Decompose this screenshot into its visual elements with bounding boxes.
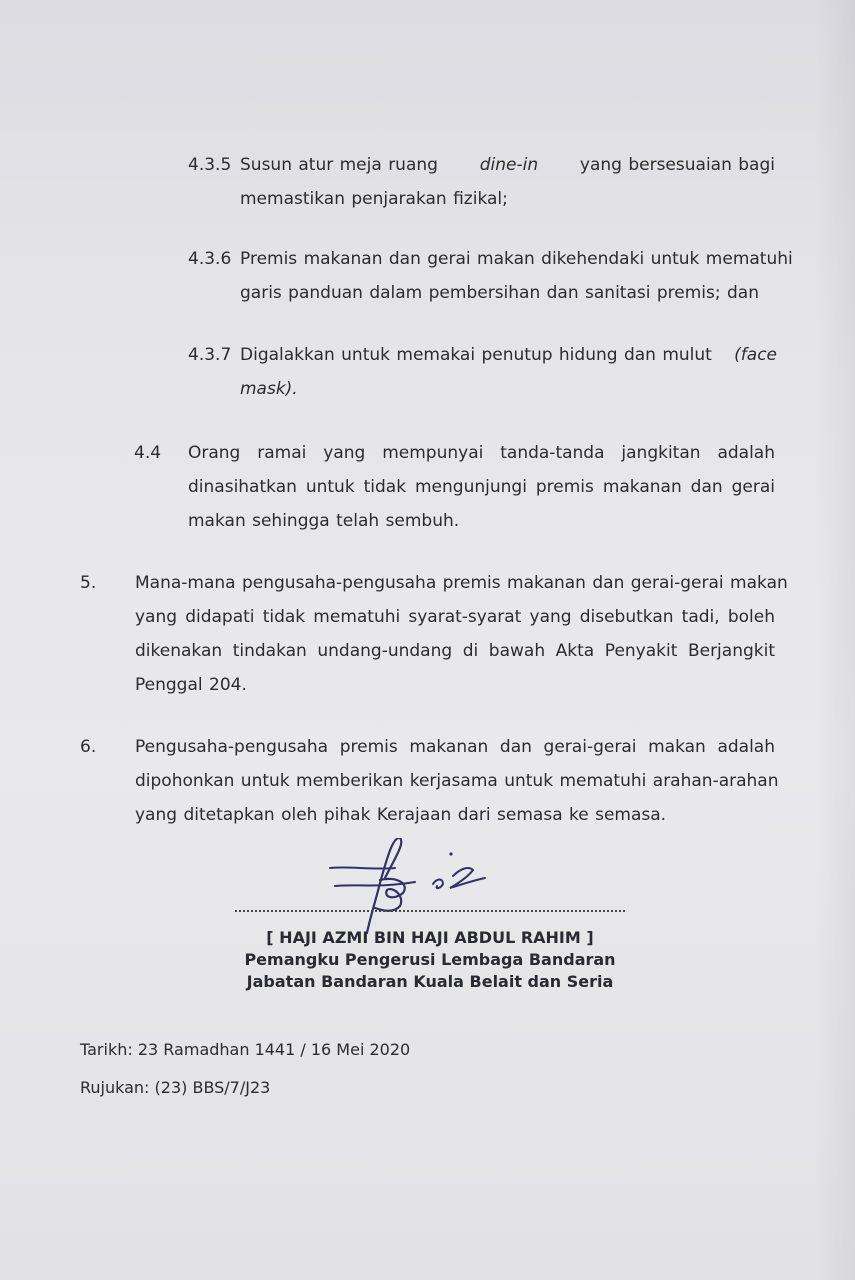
text-line: makan sehingga telah sembuh. — [188, 511, 460, 531]
text-line: Orang ramai yang mempunyai tanda-tanda jangkitan adalah — [188, 443, 775, 463]
text-line — [240, 338, 777, 372]
text-line: dikenakan tindakan undang-undang di bawah Akta Penyakit Berjangkit — [135, 641, 775, 661]
text-line: Mana-mana pengusaha-pengusaha premis makanan dan gerai-gerai makan — [135, 573, 788, 593]
paragraph-number: 5. — [80, 573, 97, 593]
signatory-title: Pemangku Pengerusi Lembaga Bandaran — [244, 950, 616, 969]
document-date: Tarikh: 23 Ramadhan 1441 / 16 Mei 2020 — [80, 1040, 411, 1059]
text-line: yang didapati tidak mematuhi syarat-syarat yang disebutkan tadi, boleh — [135, 607, 775, 627]
text-line: yang ditetapkan oleh pihak Kerajaan dari semasa ke semasa. — [135, 805, 667, 825]
text-line: Penggal 204. — [135, 675, 247, 695]
text-line: dinasihatkan untuk tidak mengunjungi premis makanan dan gerai — [188, 477, 775, 497]
signatory-name: [ HAJI AZMI BIN HAJI ABDUL RAHIM ] — [266, 928, 594, 947]
document-reference: Rujukan: (23) BBS/7/J23 — [80, 1078, 271, 1097]
text-line: garis panduan dalam pembersihan dan sanitasi premis; dan — [240, 283, 759, 303]
item-text — [188, 436, 775, 538]
text-line: Premis makanan dan gerai makan dikehendaki untuk mematuhi — [240, 249, 793, 269]
handwritten-signature — [325, 838, 585, 938]
text-segment: Susun atur meja ruang — [240, 155, 438, 175]
signatory-department: Jabatan Bandaran Kuala Belait dan Seria — [246, 972, 614, 991]
text-line: dipohonkan untuk memberikan kerjasama untuk mematuhi arahan-arahan — [135, 771, 779, 791]
item-text — [240, 338, 777, 406]
text-line: memastikan penjarakan fizikal; — [240, 189, 508, 209]
item-number: 4.3.6 — [188, 249, 232, 269]
paragraph-number: 6. — [80, 737, 97, 757]
item-text — [240, 242, 793, 310]
italic-term: mask). — [240, 379, 298, 399]
signature-dotted-line — [235, 910, 625, 912]
text-segment: yang bersesuaian bagi — [579, 155, 775, 175]
text-segment: Digalakkan untuk memakai penutup hidung dan mulut — [240, 345, 712, 365]
paragraph-text — [135, 730, 779, 832]
text-line: Pengusaha-pengusaha premis makanan dan gerai-gerai makan adalah — [135, 737, 775, 757]
paragraph-text — [135, 566, 788, 702]
item-number: 4.4 — [134, 443, 162, 463]
italic-term: dine-in — [479, 155, 539, 175]
italic-term: (face — [734, 345, 777, 365]
signature-block — [235, 848, 625, 993]
text-line — [240, 148, 775, 182]
item-number: 4.3.5 — [188, 155, 232, 175]
item-text — [240, 148, 775, 216]
item-number: 4.3.7 — [188, 345, 232, 365]
